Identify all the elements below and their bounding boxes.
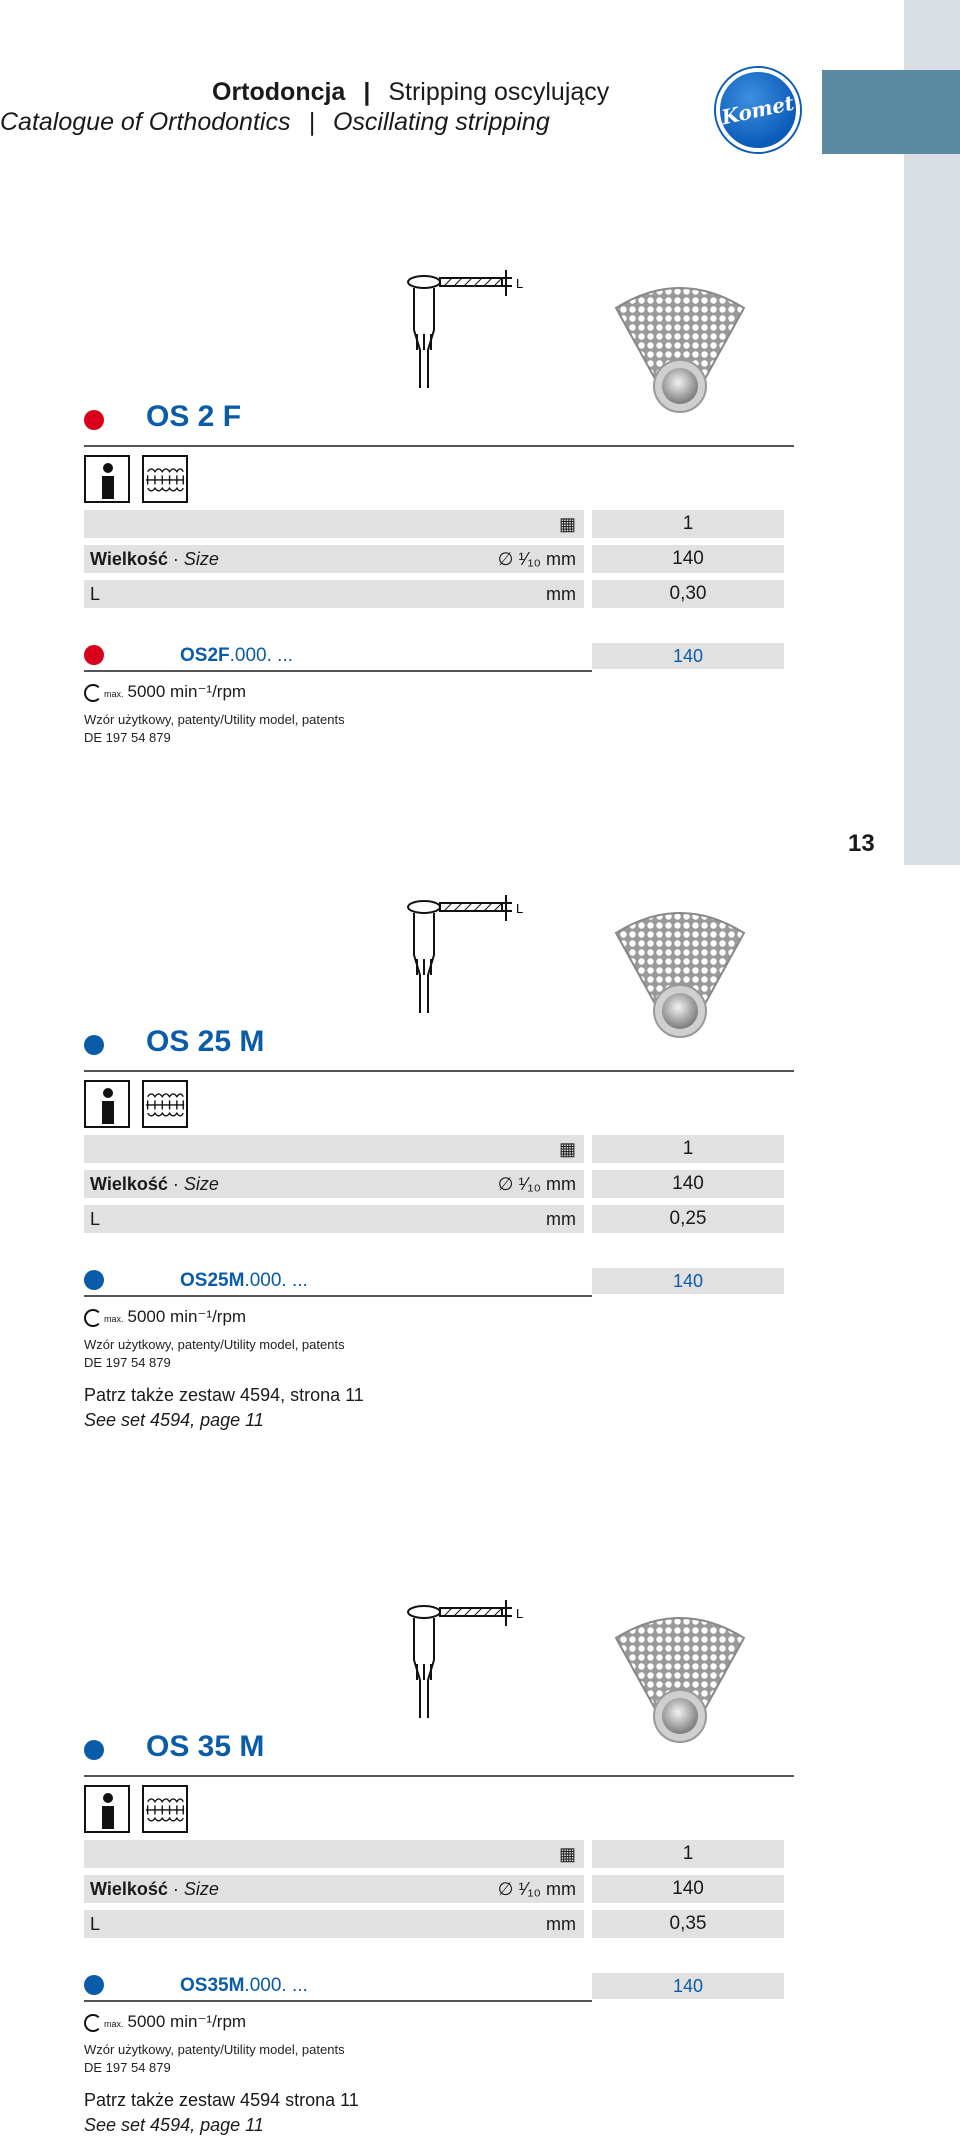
dimension-label: L	[516, 901, 524, 916]
patent-number: DE 197 54 879	[84, 730, 171, 745]
stripping-disc-image	[610, 278, 750, 418]
header-separator-2: |	[308, 108, 315, 136]
order-size: 140	[592, 1973, 784, 1999]
order-size: 140	[592, 1268, 784, 1294]
size-label-en: Size	[183, 549, 219, 569]
dimension-label: L	[516, 276, 524, 291]
tool-drawing	[402, 270, 542, 400]
info-icon[interactable]	[84, 1080, 130, 1128]
size-sep: ·	[172, 1879, 179, 1899]
header-band-edge	[904, 70, 960, 154]
order-color-dot	[84, 1270, 104, 1290]
title-rule	[84, 1775, 794, 1777]
info-icon[interactable]	[84, 455, 130, 503]
header-line-1	[212, 78, 609, 107]
stripping-disc-image	[610, 1608, 750, 1748]
size-unit: ∅ ¹⁄₁₀ mm	[497, 1879, 576, 1899]
package-icon: ▦	[558, 514, 576, 534]
teeth-icon	[142, 1785, 188, 1833]
order-code[interactable]: OS35M.000. ...	[180, 1975, 308, 1996]
rotation-icon	[84, 684, 102, 702]
length-row	[84, 1910, 784, 1938]
size-row	[84, 545, 784, 573]
product-color-dot	[84, 1035, 104, 1055]
order-row	[84, 1268, 794, 1294]
title-rule	[84, 1070, 794, 1072]
see-also-pl: Patrz także zestaw 4594 strona 11	[84, 2090, 359, 2110]
header-subcategory: Stripping oscylujący	[388, 78, 610, 106]
pack-row	[84, 1840, 784, 1868]
pack-row	[84, 510, 784, 538]
size-row	[84, 1170, 784, 1198]
rpm-line	[84, 2012, 246, 2032]
info-icon[interactable]	[84, 1785, 130, 1833]
patent-number: DE 197 54 879	[84, 2060, 171, 2075]
package-icon: ▦	[558, 1844, 576, 1864]
length-unit: mm	[546, 1209, 576, 1229]
length-value: 0,35	[592, 1910, 784, 1938]
size-unit: ∅ ¹⁄₁₀ mm	[497, 549, 576, 569]
rpm-line	[84, 682, 246, 702]
rotation-icon	[84, 2014, 102, 2032]
size-value: 140	[592, 545, 784, 573]
rpm-max: max.	[104, 2019, 124, 2029]
order-row	[84, 643, 794, 669]
size-label-en: Size	[183, 1174, 219, 1194]
pack-row	[84, 1135, 784, 1163]
see-also-en: See set 4594, page 11	[84, 1410, 264, 1430]
size-label-en: Size	[183, 1879, 219, 1899]
size-label-pl: Wielkość	[90, 549, 168, 569]
order-size: 140	[592, 643, 784, 669]
patent-number: DE 197 54 879	[84, 1355, 171, 1370]
patent-note: Wzór użytkowy, patenty/Utility model, patents	[84, 712, 345, 727]
header-category: Ortodoncja	[212, 78, 346, 106]
length-label: L	[90, 1914, 101, 1934]
length-unit: mm	[546, 584, 576, 604]
patent-note: Wzór użytkowy, patenty/Utility model, patents	[84, 1337, 345, 1352]
header-separator: |	[363, 78, 371, 106]
order-code[interactable]: OS2F.000. ...	[180, 645, 293, 666]
order-code[interactable]: OS25M.000. ...	[180, 1270, 308, 1291]
rpm-max: max.	[104, 689, 124, 699]
size-label-pl: Wielkość	[90, 1879, 168, 1899]
pack-qty: 1	[592, 510, 784, 538]
teeth-icon	[142, 1080, 188, 1128]
length-label: L	[90, 584, 101, 604]
header-band	[822, 70, 904, 154]
pack-qty: 1	[592, 1840, 784, 1868]
komet-logo	[716, 68, 800, 152]
header-catalogue: Catalogue of Orthodontics	[0, 108, 291, 136]
size-value: 140	[592, 1875, 784, 1903]
page-number: 13	[848, 830, 875, 857]
pack-qty: 1	[592, 1135, 784, 1163]
order-row	[84, 1973, 794, 1999]
see-also-en: See set 4594, page 11	[84, 2115, 264, 2135]
product-title: OS 35 M	[146, 1730, 265, 1763]
teeth-icon	[142, 455, 188, 503]
order-color-dot	[84, 1975, 104, 1995]
size-label-pl: Wielkość	[90, 1174, 168, 1194]
size-sep: ·	[172, 549, 179, 569]
product-title: OS 25 M	[146, 1025, 265, 1058]
product-title: OS 2 F	[146, 400, 242, 433]
tool-drawing	[402, 1600, 542, 1730]
length-row	[84, 1205, 784, 1233]
header-topic: Oscillating stripping	[332, 108, 550, 136]
size-value: 140	[592, 1170, 784, 1198]
package-icon: ▦	[558, 1139, 576, 1159]
patent-note: Wzór użytkowy, patenty/Utility model, patents	[84, 2042, 345, 2057]
tool-drawing	[402, 895, 542, 1025]
size-row	[84, 1875, 784, 1903]
rotation-icon	[84, 1309, 102, 1327]
rpm-value: 5000 min⁻¹/rpm	[127, 682, 247, 701]
length-label: L	[90, 1209, 101, 1229]
length-unit: mm	[546, 1914, 576, 1934]
order-color-dot	[84, 645, 104, 665]
product-color-dot	[84, 410, 104, 430]
rpm-line	[84, 1307, 246, 1327]
see-also-pl: Patrz także zestaw 4594, strona 11	[84, 1385, 364, 1405]
rpm-max: max.	[104, 1314, 124, 1324]
size-sep: ·	[172, 1174, 179, 1194]
rpm-value: 5000 min⁻¹/rpm	[127, 1307, 247, 1326]
header-line-2	[0, 108, 550, 137]
logo-text: Komet	[719, 90, 797, 130]
rpm-value: 5000 min⁻¹/rpm	[127, 2012, 247, 2031]
title-rule	[84, 445, 794, 447]
length-row	[84, 580, 784, 608]
product-color-dot	[84, 1740, 104, 1760]
stripping-disc-image	[610, 903, 750, 1043]
dimension-label: L	[516, 1606, 524, 1621]
size-unit: ∅ ¹⁄₁₀ mm	[497, 1174, 576, 1194]
length-value: 0,30	[592, 580, 784, 608]
length-value: 0,25	[592, 1205, 784, 1233]
